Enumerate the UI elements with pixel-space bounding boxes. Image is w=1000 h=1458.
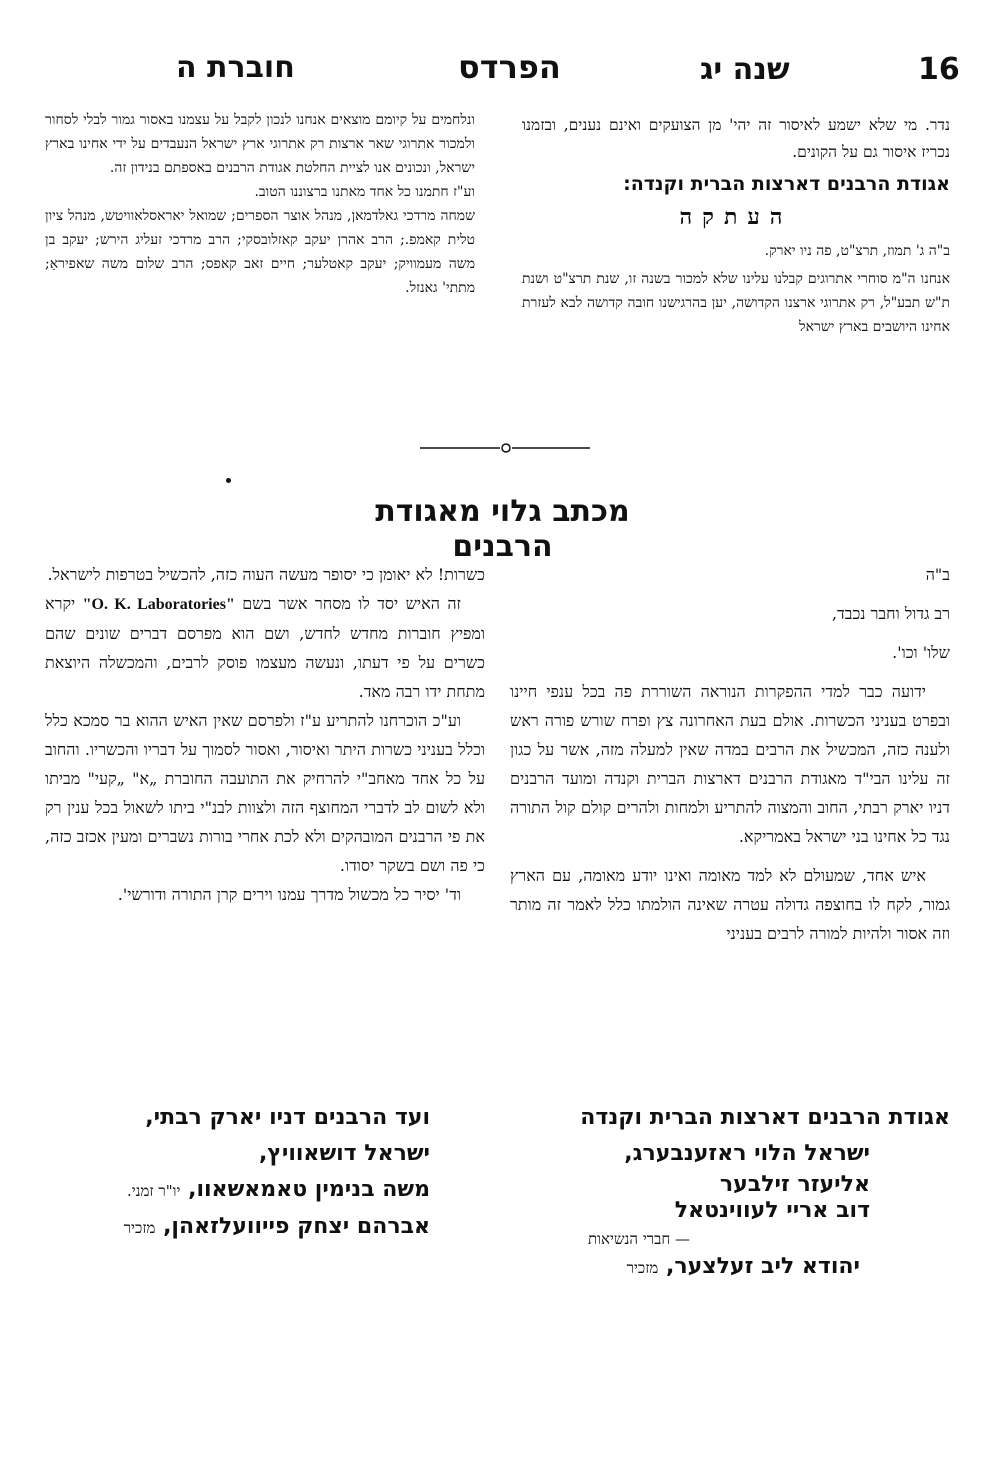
signature-role: מזכיר — [626, 1259, 659, 1277]
letter-paragraph-5: וע"כ הוכרחנו להתריע ע"ז ולפרסם שאין האיש ההוא בר סמכא כלל וכלל בעניני כשרות היתר ואיסור, ואסור לסמוך על דבריו והכשריו. והחוב על כל אחד מאחב"י להרחיק את התועבה החוברת „א" „קעי" מביתו ולא לשום לב לדברי המחוצף הזה ולצוות לבנ"י ביתו לשאול בכל ענין רק את פי הרבנים המובהקים ולא לכת אחרי בורות נשברים ומעין אכזב כזה, כי פה ושם בשקר יסודו. — [45, 711, 485, 875]
top-left-column — [45, 108, 475, 300]
page-number: 16 — [918, 52, 960, 87]
signature-secretary — [30, 1209, 430, 1246]
signature-role: יו"ר זמני. — [126, 1182, 181, 1200]
letter-paragraph-2: איש אחד, שמעולם לא למד מאומה ואינו יודע מאומה, עם הארץ גמור, לקח לו בחוצפה גדולה עטרה שאינה הולמתו כלל לאמר זה מותר וזה אסור ולהיות למורה לרבים בעניני — [510, 866, 950, 943]
presidium-note: — חברי הנשיאות — [588, 1230, 690, 1248]
top-right-paragraph: נדר. מי שלא ישמע לאיסור זה יהי' מן הצועקים ואינם נענים, ובזמנו נכריז איסור גם על הקונים. — [522, 116, 950, 161]
header-year: שנה יג — [700, 52, 790, 87]
paragraph-4-start: זה האיש יסד לו מסחר אשר בשם — [242, 594, 462, 613]
divider-ornament — [420, 443, 590, 453]
letter-left-column — [45, 560, 485, 909]
dateline: ב"ה ג' תמוז, תרצ"ט, פה ניו יארק. — [764, 243, 950, 259]
signing-statement: וע"ז חתמנו כל אחד מאתנו ברצוננו הטוב. — [254, 184, 475, 200]
salutation: רב גדול וחבר נכבד, — [831, 604, 950, 623]
section-heading: אגודת הרבנים דארצות הברית וקנדה: — [623, 173, 950, 195]
signature-name: יהודא ליב זעלצער, — [665, 1254, 860, 1279]
signature-name: ישראל דושאוויץ, — [258, 1141, 430, 1166]
letter-paragraph-6: וד' יסיר כל מכשול מדרך עמנו וירים קרן התורה ודורשי'. — [117, 885, 461, 904]
journal-name: הפרדס — [458, 48, 561, 86]
top-right-column — [522, 112, 950, 339]
greeting: שלו' וכו'. — [892, 643, 950, 662]
merchant-signers: שמחה מרדכי גאלדמאן, מנהל אוצר הספרים; שמואל יאראסלאוויטש, מנהל ציון טלית קאמפ.; הרב אהרן יעקב קאזלובסקי; הרב מרדכי זעליג הירש; יעקב בן משה מעמוויק; יעקב קאטלער; חיים זאב קאפס; הרב שלום משה שאפיראַ; מתתי' גאנזל. — [45, 208, 475, 296]
signature-name: דוב אריי לעווינטאל — [674, 1198, 870, 1223]
merchants-declaration: אנחנו ה"מ סוחרי אתרוגים קבלנו עלינו שלא למכור בשנה זו, שנת תרצ"ט ושנת ת"ש תבע"ל, רק אתרוגי ארצנו הקדושה, יען בהרגישנו חובה קדושה לבא לעזרת אחינו היושבים בארץ ישראל — [522, 270, 950, 335]
company-name: "O. K. Laboratories" — [82, 596, 235, 613]
letter-paragraph-3: כשרות! לא יאומן כי יסופר מעשה העוה כזה, להכשיל בטרפות לישראל. — [47, 565, 485, 584]
signature-chair — [30, 1172, 430, 1209]
signature-name: משה בנימין טאמאשאוו, — [188, 1177, 430, 1202]
signature-role: מזכיר — [123, 1219, 156, 1237]
signature-name: ישראל הלוי ראזענבערג, — [624, 1141, 870, 1166]
letter-right-column — [510, 560, 950, 948]
declaration-continued: ונלחמים על קיומם מוצאים אנחנו לנכון לקבל על עצמנו באסור גמור לבלי לסחור ולמכור אתרוגי שאר ארצות רק אתרוגי ארץ ישראל הנעבדים על ידי אחינו בארץ ישראל, ונכונים אנו לציית החלטת אגודת הרבנים באספתם בנידון זה. — [45, 112, 475, 176]
signature-org: אגודת הרבנים דארצות הברית וקנדה — [580, 1105, 950, 1130]
signature-secretary — [505, 1249, 950, 1286]
header-issue: חוברת ה — [176, 50, 295, 85]
print-speck — [226, 478, 231, 483]
signature-name: אליעזר זילבער — [719, 1172, 870, 1197]
signature-name: אברהם יצחק פייוועלזאהן, — [163, 1214, 430, 1239]
paragraph-4-mid: יקרא ומפיץ חוברות מחדש לחדש, ושם הוא מפרסם דברים שונים שהם כשרים על פי דעתו, ונעשה מעצמו פוסק לרבים, והמכשלה היוצאת מתחת ידו רבה מאד. — [45, 594, 485, 701]
letter-paragraph-1: ידועה כבר למדי ההפקרות הנוראה השוררת פה בכל ענפי חיינו ובפרט בעניני הכשרות. אולם בעת האחרונה צץ ופרח שורש פורה ראש ולענה כזה, המכשיל את הרבים במדה שאין למעלה מזה, אשר על כגון זה עלינו הבי"ד מאגודת הרבנים דארצות הברית וקנדה ומועד הרבנים דניו יארק רבתי, החוב והמצוה להתריע ולמחות ולהרים קולם קול התורה נגד כל אחינו בני ישראל באמריקא. — [510, 682, 950, 846]
letter-paragraph-4 — [45, 589, 485, 706]
article-title: מכתב גלוי מאגודת הרבנים — [375, 494, 630, 564]
signature-org: ועד הרבנים דניו יארק רבתי, — [145, 1105, 430, 1130]
bh-mark: ב"ה — [925, 565, 950, 584]
signatures-vaad — [30, 1100, 430, 1246]
signatures-agudat — [505, 1100, 950, 1286]
copy-label: העתקה — [679, 203, 793, 230]
